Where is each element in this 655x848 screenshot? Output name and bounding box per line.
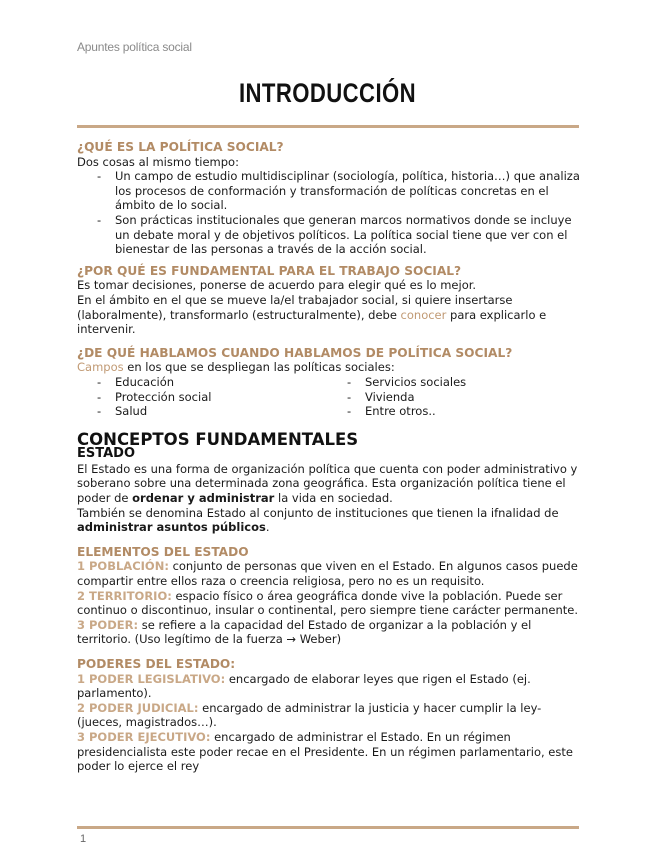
- highlight-campos: Campos: [77, 360, 124, 375]
- list-item: - Vivienda: [327, 390, 582, 405]
- definition-list: [77, 169, 582, 257]
- paragraph: [77, 360, 582, 375]
- power-item: [77, 701, 582, 730]
- item-text: se refiere a la capacidad del Estado de organizar a la población y el territorio. (Uso legítimo de la fuerza → Weber): [77, 617, 532, 647]
- section-heading-poderes: PODERES DEL ESTADO:: [77, 657, 236, 671]
- section-heading-de-que: ¿DE QUÉ HABLAMOS CUANDO HABLAMOS DE POLÍTICA SOCIAL?: [77, 345, 513, 360]
- item-text: encargado de administrar la justicia y hacer cumplir la ley- (jueces, magistrados…).: [77, 700, 542, 730]
- item-text: encargado de administrar el Estado. En un régimen presidencialista este poder recae en el Presidente. En un régimen parlamentario, este poder lo ejerce el rey: [77, 729, 573, 774]
- item-text: espacio físico o área geográfica donde vive la población. Puede ser continuo o discontinuo, insular o continental, pero siempre tiene carácter permanente.: [77, 588, 579, 618]
- list-item: - Salud: [77, 404, 332, 419]
- section-intro: Dos cosas al mismo tiempo:: [77, 154, 239, 169]
- section-heading-elementos: ELEMENTOS DEL ESTADO: [77, 544, 249, 559]
- page-number: 1: [80, 833, 87, 845]
- running-header: Apuntes política social: [77, 40, 192, 54]
- subheading-estado: ESTADO: [77, 446, 136, 462]
- list-item: - Un campo de estudio multidisciplinar (sociología, política, historia…) que analiza los procesos de conformación y transformación de políticas concretas en el ámbito de lo social.: [77, 169, 582, 213]
- section-heading-que-es: ¿QUÉ ES LA POLÍTICA SOCIAL?: [77, 140, 284, 154]
- text-run: El Estado es una forma de organización política que cuenta con poder administrativo y soberano sobre una determinada zona geográfica. Esta organización política tiene el poder de: [77, 461, 578, 506]
- power-item: [77, 730, 582, 774]
- paragraph: [77, 506, 582, 535]
- item-text: encargado de elaborar leyes que rigen el Estado (ej. parlamento).: [77, 671, 531, 701]
- footer-divider: [77, 826, 579, 829]
- item-label: 2 TERRITORIO:: [77, 588, 172, 603]
- item-label: 1 POBLACIÓN:: [77, 559, 169, 574]
- item-label: 2 PODER JUDICIAL:: [77, 700, 199, 715]
- element-item: [77, 559, 582, 588]
- text-run: en los que se despliegan las políticas sociales:: [123, 360, 395, 375]
- element-item: [77, 589, 582, 618]
- paragraph: [77, 293, 582, 337]
- item-label: 1 PODER LEGISLATIVO:: [77, 671, 226, 686]
- text-run: También se denomina Estado al conjunto de instituciones que tienen la ifnalidad de: [77, 505, 559, 520]
- item-label: 3 PODER:: [77, 617, 139, 632]
- fields-list-right: [327, 375, 582, 419]
- list-item: - Protección social: [77, 390, 332, 405]
- paragraph: [77, 462, 582, 506]
- fields-columns: [77, 375, 582, 419]
- text-run: para explicarlo e intervenir.: [77, 307, 547, 337]
- bold-term: ordenar y administrar: [132, 491, 275, 506]
- text-run: la vida en sociedad.: [274, 491, 393, 506]
- list-item: - Educación: [77, 375, 332, 390]
- fields-list-left: [77, 375, 332, 419]
- item-text: conjunto de personas que viven en el Estado. En algunos casos puede compartir entre ellos raza o creencia religiosa, pero no es un requisito.: [77, 559, 578, 589]
- bold-term: administrar asuntos públicos: [77, 520, 266, 535]
- list-item: - Son prácticas institucionales que generan marcos normativos donde se incluye un debate moral y de objetivos políticos. La política social tiene que ver con el bienestar de las personas a través de la acción social.: [77, 213, 582, 257]
- list-item: - Servicios sociales: [327, 375, 582, 390]
- paragraph: Es tomar decisiones, ponerse de acuerdo para elegir qué es lo mejor.: [77, 278, 477, 293]
- element-item: [77, 618, 582, 647]
- text-run: En el ámbito en el que se mueve la/el trabajador social, si quiere insertarse (laboralmente), transformarlo (estructuralmente), debe: [77, 292, 513, 322]
- list-item: - Entre otros..: [327, 404, 582, 419]
- section-heading-conceptos: CONCEPTOS FUNDAMENTALES: [77, 429, 359, 449]
- main-content: [77, 140, 582, 774]
- text-run: .: [265, 520, 270, 535]
- power-item: [77, 672, 582, 701]
- item-label: 3 PODER EJECUTIVO:: [77, 729, 211, 744]
- highlight-conocer: conocer: [400, 307, 447, 322]
- page-title: INTRODUCCIÓN: [238, 78, 417, 108]
- title-divider: [77, 125, 579, 128]
- section-heading-por-que: ¿POR QUÉ ES FUNDAMENTAL PARA EL TRABAJO SOCIAL?: [77, 263, 462, 278]
